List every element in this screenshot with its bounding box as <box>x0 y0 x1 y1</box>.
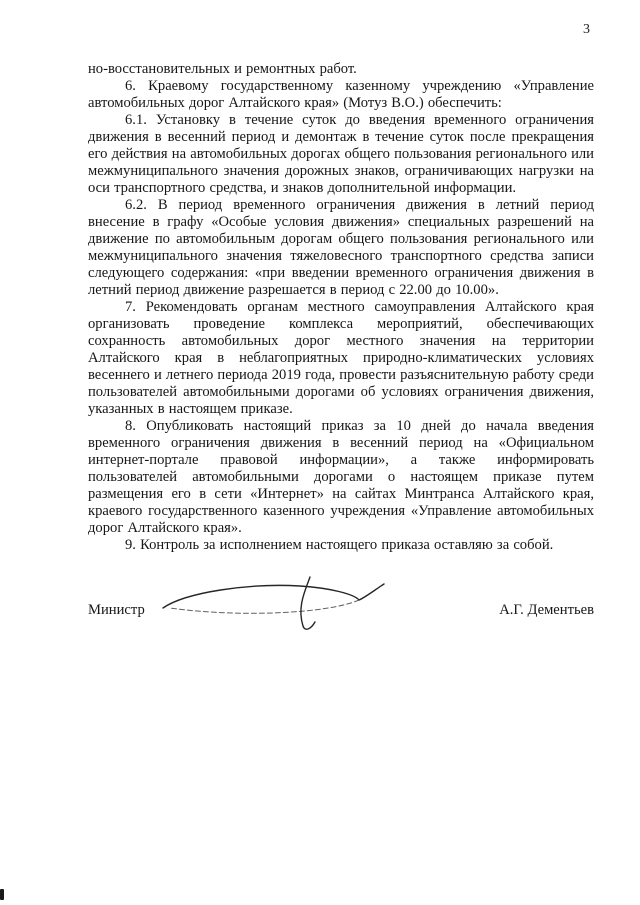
signatory-title: Министр <box>88 602 145 618</box>
paragraph-item-6-1: 6.1. Установку в течение суток до введения временного ограничения движения в весенний период и демонтаж в течение суток после прекращения его действия на автомобильных дорогах общего пользования регионального или межмуниципального значения дорожных знаков, ограничивающих нагрузки на оси транспортного средства, и знаков дополнительной информации. <box>88 112 594 196</box>
document-body <box>88 61 594 622</box>
scan-artifact <box>0 889 4 900</box>
paragraph-continuation: но-восстановительных и ремонтных работ. <box>88 61 357 77</box>
paragraph-item-6: 6. Краевому государственному казенному учреждению «Управление автомобильных дорог Алтайского края» (Мотуз В.О.) обеспечить: <box>88 78 594 111</box>
paragraph-item-7: 7. Рекомендовать органам местного самоуправления Алтайского края организовать проведение комплекса мероприятий, обеспечивающих сохранность автомобильных дорог местного значения на территории Алтайского края в неблагоприятных природно-климатических условиях весеннего и летнего периода 2019 года, провести разъяснительную работу среди пользователей автомобильными дорогами об условиях ограничения движения, указанных в настоящем приказе. <box>88 299 594 417</box>
paragraph-item-8: 8. Опубликовать настоящий приказ за 10 дней до начала введения временного ограничения движения в весенний период на «Официальном интернет-портале правовой информации», а также информировать пользователей автомобильными дорогами о настоящем приказе путем размещения его в сети «Интернет» на сайтах Минтранса Алтайского края, краевого государственного казенного учреждения «Управление автомобильных дорог Алтайского края». <box>88 418 594 536</box>
paragraph-item-9: 9. Контроль за исполнением настоящего приказа оставляю за собой. <box>125 537 554 553</box>
paragraph-item-6-2: 6.2. В период временного ограничения движения в летний период внесение в графу «Особые условия движения» специальных разрешений на движение по автомобильным дорогам общего пользования регионального или межмуниципального значения тяжеловесного транспортного средства записи следующего содержания: «при введении временного ограничения движения в летний период движение разрешается в период с 22.00 до 10.00». <box>88 197 594 298</box>
signatory-name: А.Г. Дементьев <box>499 602 594 618</box>
signature-block <box>88 600 594 622</box>
page-number: 3 <box>583 22 590 37</box>
signature-icon <box>158 576 390 636</box>
